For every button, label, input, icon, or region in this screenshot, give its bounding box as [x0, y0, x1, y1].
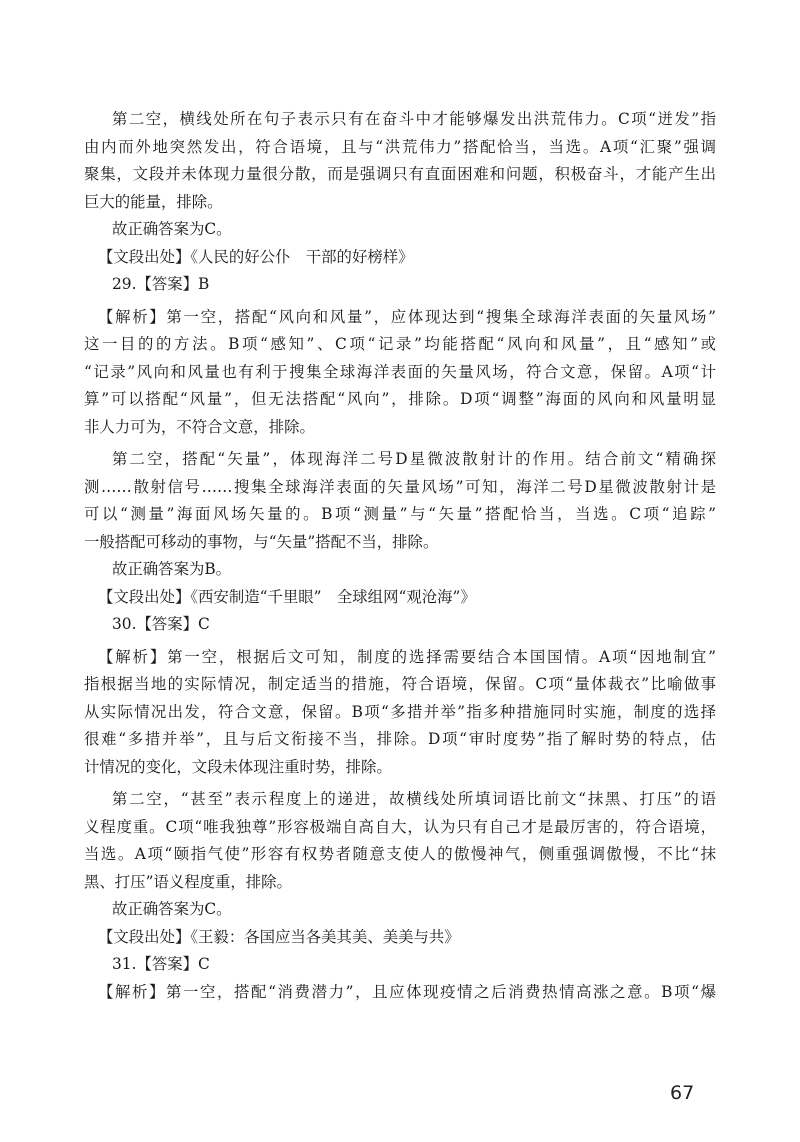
text-line: 故正确答案为C。 [112, 900, 232, 918]
text-line: 29.【答案】B [112, 275, 210, 293]
page-number: 67 [670, 1082, 695, 1104]
answer-explanation-text [84, 106, 716, 1006]
text-line: 非人力可为，不符合文意，排除。 [84, 417, 315, 436]
text-line: 由内而外地突然发出，符合语境，且与“洪荒伟力”搭配恰当，当选。A项“汇聚”强调 [84, 137, 716, 156]
text-line: 聚集，文段并未体现力量很分散，而是强调只有直面困难和问题，积极奋斗，才能产生出 [84, 165, 716, 183]
text-line: 指根据当地的实际情况，制定适当的措施，符合语境，保留。C项“量体裁衣”比喻做事 [84, 675, 716, 693]
text-line: 故正确答案为B。 [112, 560, 232, 578]
text-line: 当选。A项“颐指气使”形容有权势者随意支使人的傲慢神气，侧重强调傲慢，不比“抹 [84, 845, 716, 863]
text-line: 【文段出处】《人民的好公仆 干部的好榜样》 [98, 247, 414, 266]
text-line: 第二空，横线处所在句子表示只有在奋斗中才能够爆发出洪荒伟力。C项“迸发”指 [112, 110, 716, 128]
text-line: 可以“测量”海面风场矢量的。B项“测量”与“矢量”搭配恰当，当选。C项“追踪” [84, 505, 716, 523]
text-line: 计情况的变化，文段未体现注重时势，排除。 [84, 757, 392, 776]
text-line: 【解析】第一空，搭配“风向和风量”，应体现达到“搜集全球海洋表面的矢量风场” [98, 307, 716, 326]
text-line: 30.【答案】C [112, 615, 210, 633]
text-line: 很难“多措并举”，且与后文衔接不当，排除。D项“审时度势”指了解时势的特点，估 [84, 730, 716, 748]
text-line: 算”可以搭配“风量”，但无法搭配“风向”，排除。D项“调整”海面的风向和风量明显 [84, 390, 716, 408]
text-line: 第二空，“甚至”表示程度上的递进，故横线处所填词语比前文“抹黑、打压”的语 [112, 790, 716, 808]
text-line: 【文段出处】《王毅：各国应当各美其美、美美与共》 [98, 927, 460, 946]
text-line: 【解析】第一空，根据后文可知，制度的选择需要结合本国国情。A项“因地制宜” [98, 647, 716, 666]
text-line: 义程度重。C项“唯我独尊”形容极端自高自大，认为只有自己才是最厉害的，符合语境， [84, 817, 716, 836]
text-line: “记录”风向和风量也有利于搜集全球海洋表面的矢量风场，符合文意，保留。A项“计 [84, 362, 716, 381]
text-line: 【文段出处】《西安制造“千里眼” 全球组网“观沧海”》 [98, 587, 476, 606]
text-line: 一般搭配可移动的事物，与“矢量”搭配不当，排除。 [84, 532, 439, 551]
text-line: 第二空，搭配“矢量”，体现海洋二号D星微波散射计的作用。结合前文“精确探 [112, 450, 716, 468]
text-line: 测……散射信号……搜集全球海洋表面的矢量风场”可知，海洋二号D星微波散射计是 [84, 477, 716, 496]
text-line: 巨大的能量，排除。 [84, 192, 223, 211]
text-line: 【解析】第一空，搭配“消费潜力”，且应体现疫情之后消费热情高涨之意。B项“爆 [98, 982, 716, 1001]
text-line: 从实际情况出发，符合文意，保留。B项“多措并举”指多种措施同时实施，制度的选择 [84, 702, 716, 721]
text-line: 这一目的的方法。B项“感知”、C项“记录”均能搭配“风向和风量”，且“感知”或 [84, 335, 716, 353]
text-line: 31.【答案】C [112, 955, 210, 973]
text-line: 黑、打压”语义程度重，排除。 [84, 872, 292, 891]
text-line: 故正确答案为C。 [112, 220, 232, 238]
